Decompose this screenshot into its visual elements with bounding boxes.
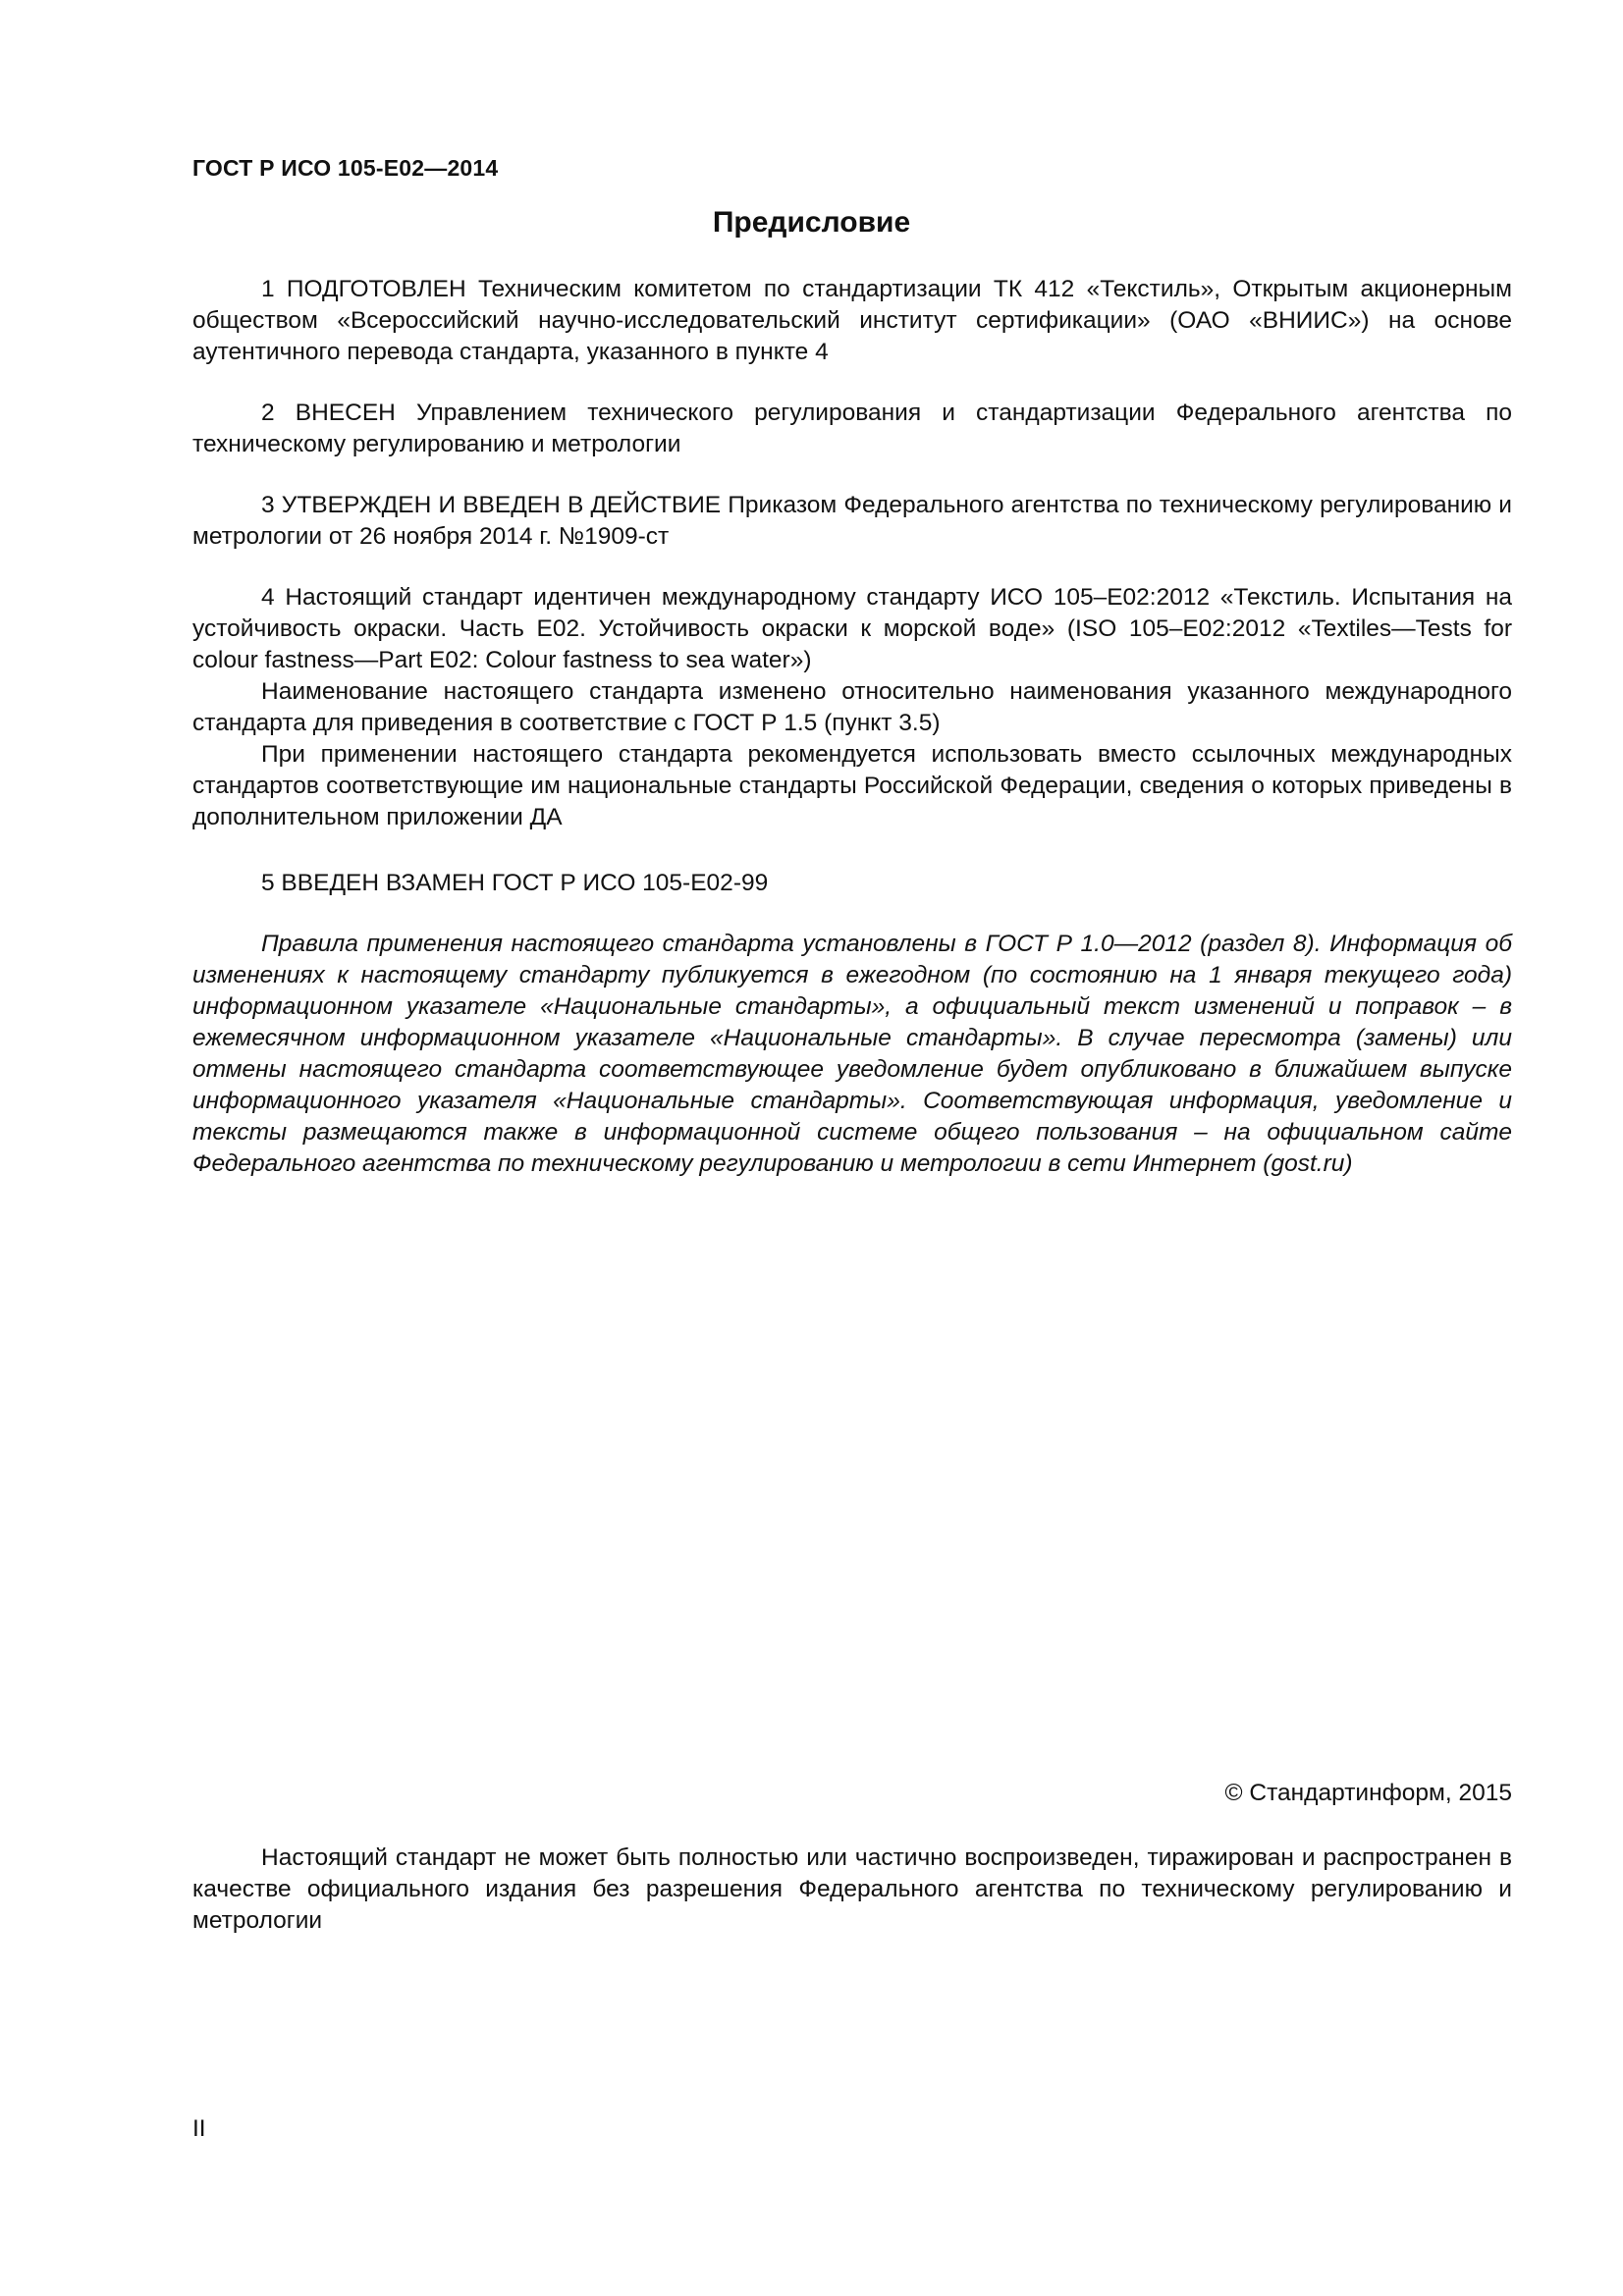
paragraph-name-changed: Наименование настоящего стандарта изменено относительно наименования указанного международного стандарта для приведения в соответствие с ГОСТ Р 1.5 (пункт 3.5) xyxy=(192,678,1512,736)
page-number: II xyxy=(192,2115,206,2142)
paragraph-identical-standard: 4 Настоящий стандарт идентичен международному стандарту ИСО 105–Е02:2012 «Текстиль. Испытания на устойчивость окраски. Часть Е02. Устойчивость окраски к морской воде» (ISO 105–E02:2012 «Textiles—Tests for colour fastness—Part E02: Colour fastness to sea water») xyxy=(192,584,1512,673)
copyright-line: © Стандартинформ, 2015 xyxy=(1224,1780,1512,1806)
foreword-section-4 xyxy=(192,582,1512,833)
foreword-section-1 xyxy=(192,274,1512,368)
paragraph-references: При применении настоящего стандарта рекомендуется использовать вместо ссылочных международных стандартов соответствующие им национальные стандарты Российской Федерации, сведения о которых приведены в дополнительном приложении ДА xyxy=(192,741,1512,830)
paragraph-submitted-by: 2 ВНЕСЕН Управлением технического регулирования и стандартизации Федерального агентства по техническому регулированию и метрологии xyxy=(192,400,1512,457)
foreword-rules-block xyxy=(192,929,1512,1180)
paragraph-replaces: 5 ВВЕДЕН ВЗАМЕН ГОСТ Р ИСО 105-Е02-99 xyxy=(261,870,769,896)
foreword-section-3 xyxy=(192,490,1512,553)
paragraph-approved: 3 УТВЕРЖДЕН И ВВЕДЕН В ДЕЙСТВИЕ Приказом Федерального агентства по техническому регулированию и метрологии от 26 ноября 2014 г. №1909-ст xyxy=(192,492,1512,550)
paragraph-rules: Правила применения настоящего стандарта установлены в ГОСТ Р 1.0—2012 (раздел 8). Информация об изменениях к настоящему стандарту публикуется в ежегодном (по состоянию на 1 января текущего года) информационном указателе «Национальные стандарты», а официальный текст изменений и поправок – в ежемесячном информационном указателе «Национальные стандарты». В случае пересмотра (замены) или отмены настоящего стандарта соответствующее уведомление будет опубликовано в ближайшем выпуске информационного указателя «Национальные стандарты». Соответствующая информация, уведомление и тексты размещаются также в информационной системе общего пользования – на официальном сайте Федерального агентства по техническому регулированию и метрологии в сети Интернет (gost.ru) xyxy=(192,931,1512,1177)
foreword-section-2 xyxy=(192,398,1512,460)
foreword-section-5 xyxy=(192,868,1512,899)
page-title: Предисловие xyxy=(712,206,911,239)
document-code: ГОСТ Р ИСО 105-Е02—2014 xyxy=(192,155,499,181)
notice-text: Настоящий стандарт не может быть полностью или частично воспроизведен, тиражирован и распространен в качестве официального издания без разрешения Федерального агентства по техническому регулированию и метрологии xyxy=(192,1844,1512,1934)
reproduction-notice xyxy=(192,1842,1512,1937)
paragraph-prepared-by: 1 ПОДГОТОВЛЕН Техническим комитетом по стандартизации ТК 412 «Текстиль», Открытым акционерным обществом «Всероссийский научно-исследовательский институт сертификации» (ОАО «ВНИИС») на основе аутентичного перевода стандарта, указанного в пункте 4 xyxy=(192,276,1512,365)
